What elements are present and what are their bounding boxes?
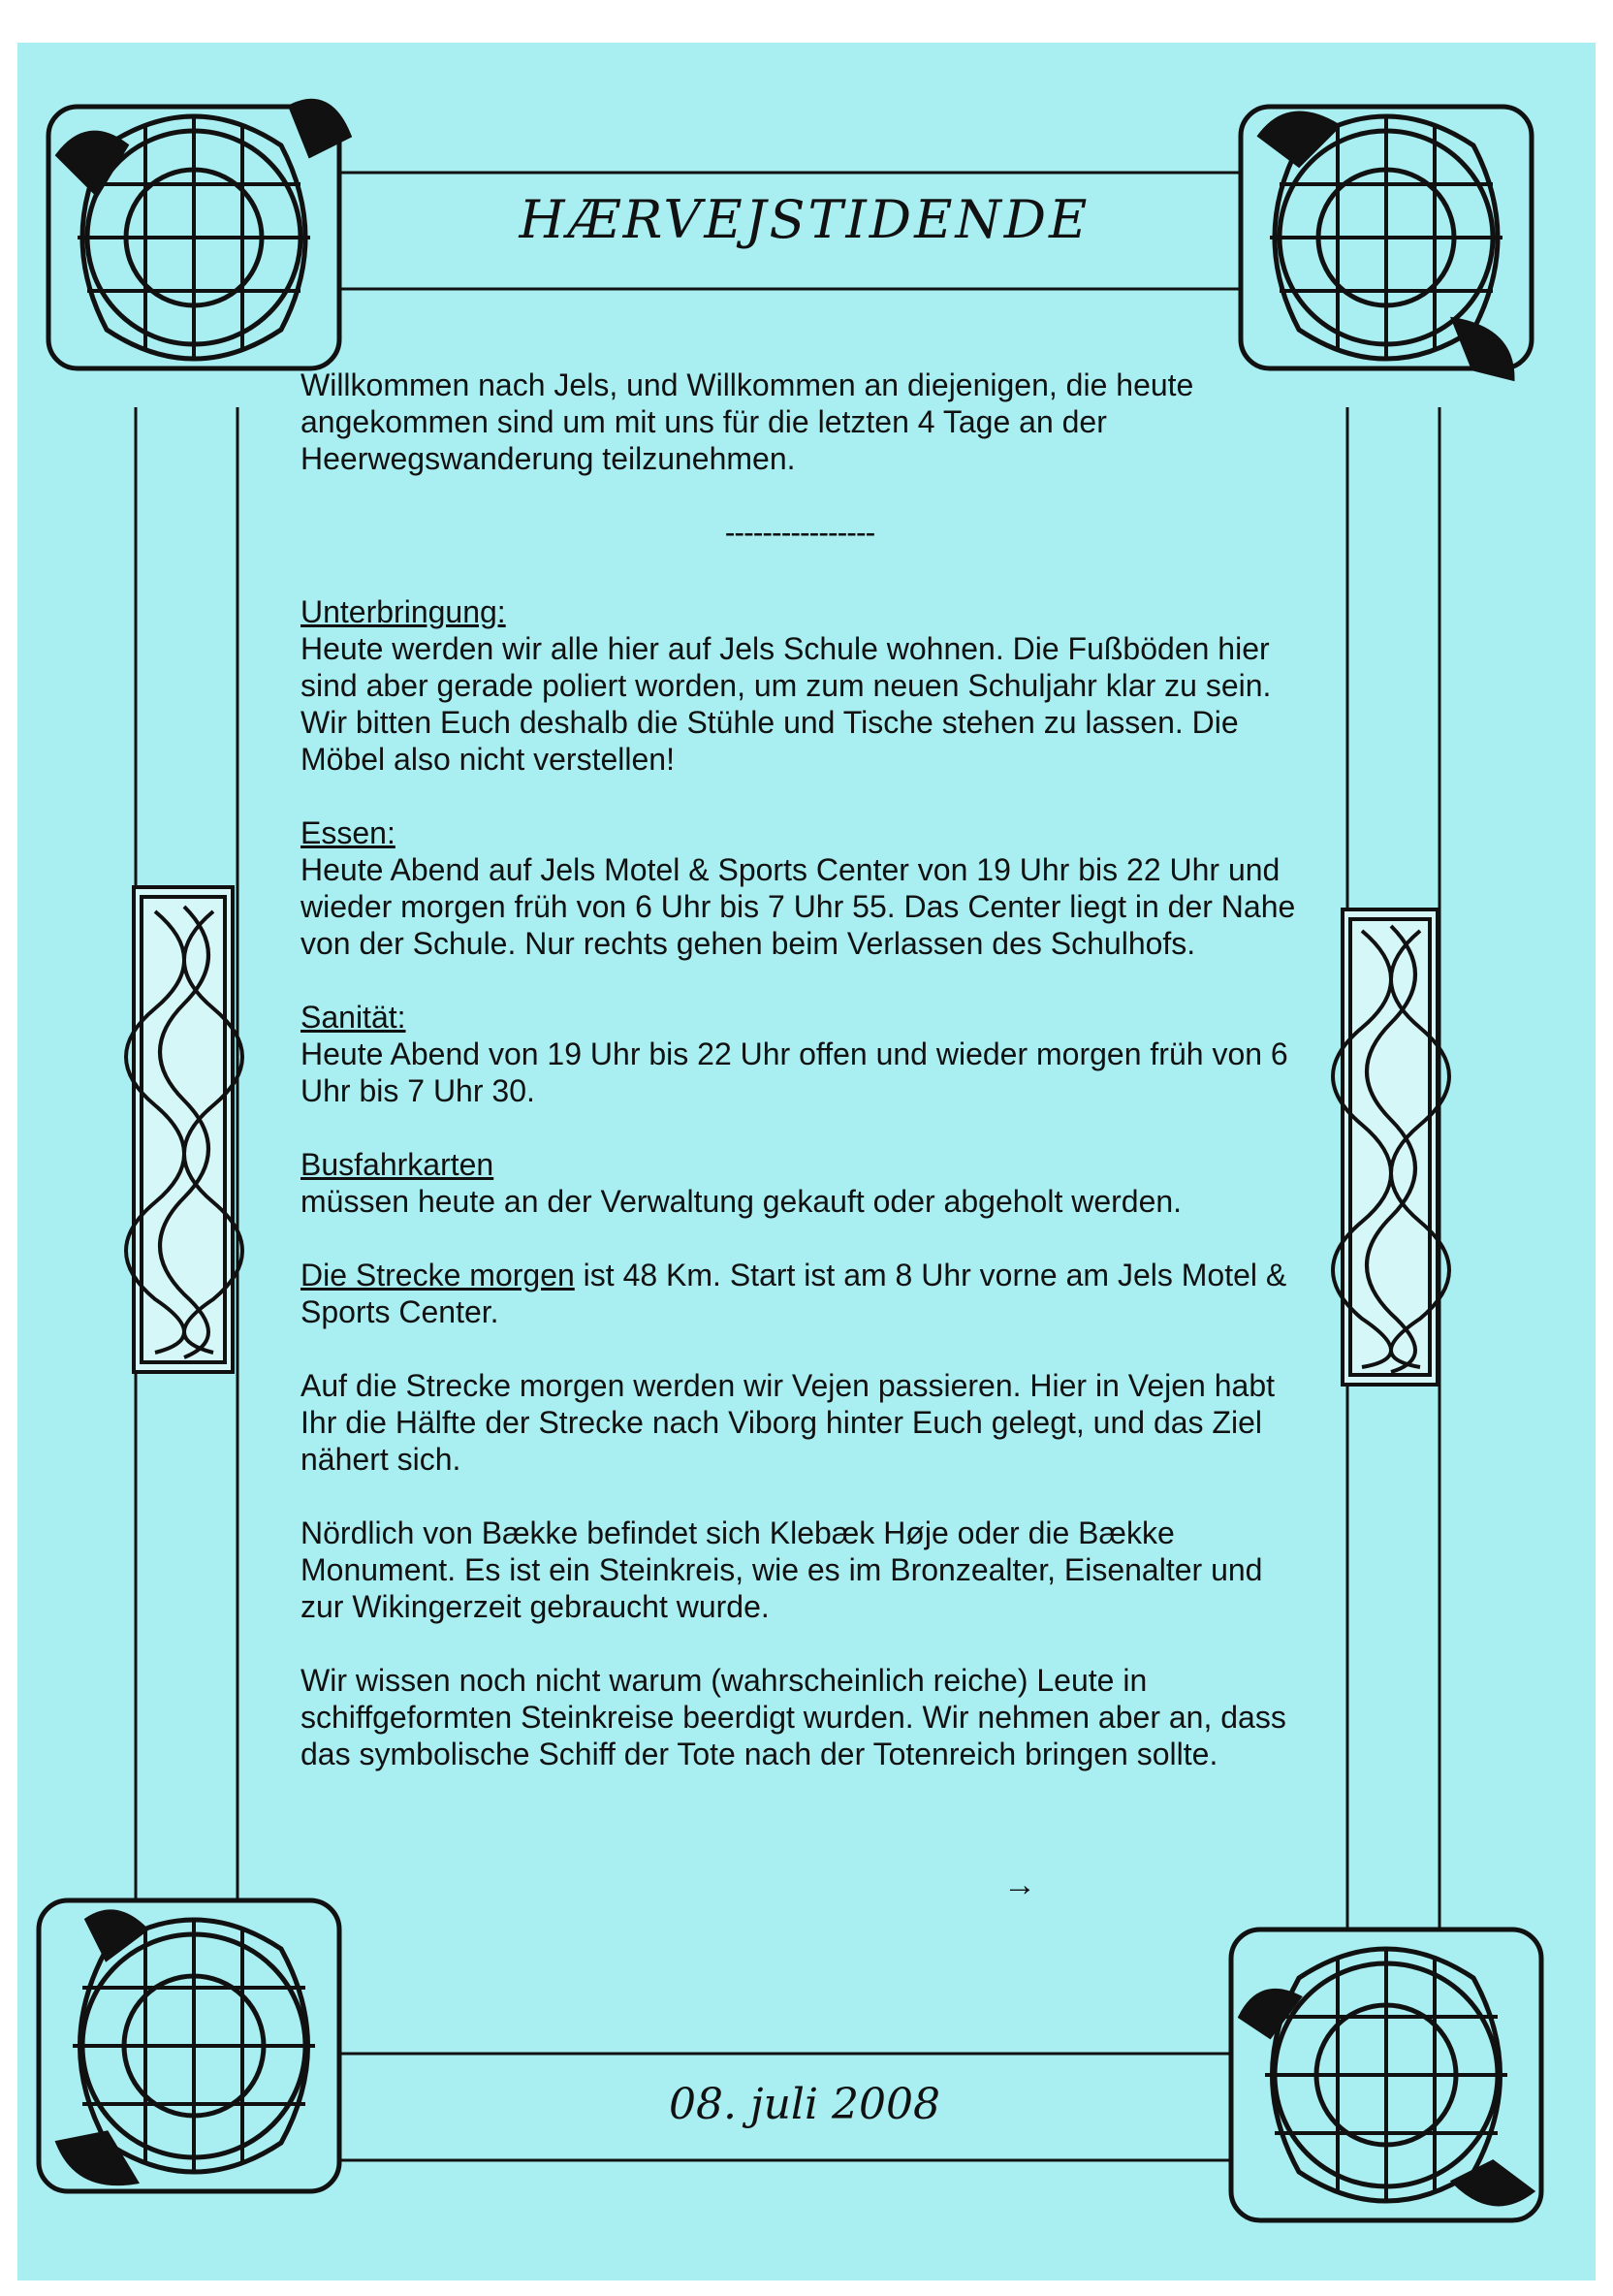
corner-knot-bottom-right [1231,1929,1541,2220]
section-strecke [300,1257,1299,1330]
corner-knot-top-right [1241,107,1532,378]
section-essen [300,814,1299,962]
issue-date: 08. juli 2008 [668,2080,941,2129]
corner-knot-bottom-left [39,1900,339,2191]
section-heading: Die Strecke morgen [300,1258,575,1292]
continue-arrow-icon: → [1003,1866,1036,1903]
section-text: Heute werden wir alle hier auf Jels Schule wohnen. Die Fußböden hier sind aber gerade poliert worden, um zum neuen Schuljahr klar zu sein. Wir bitten Euch deshalb die Stühle und Tische stehen zu lassen. Die Möbel also nicht verstellen! [300,631,1272,777]
section-text: Heute Abend von 19 Uhr bis 22 Uhr offen und wieder morgen früh von 6 Uhr bis 7 Uhr 30. [300,1036,1288,1108]
paragraph-vejen: Auf die Strecke morgen werden wir Vejen passieren. Hier in Vejen habt Ihr die Hälfte der Strecke nach Viborg hinter Euch gelegt, und das Ziel nähert sich. [300,1368,1275,1477]
section-unterbringung [300,593,1299,778]
intro-paragraph: Willkommen nach Jels, und Willkommen an diejenigen, die heute angekommen sind um mit uns für die letzten 4 Tage an der Heerwegswanderung teilzunehmen. [300,367,1194,476]
corner-knot-top-left [48,101,349,368]
section-heading: Unterbringung: [300,594,506,629]
paragraph-schiff: Wir wissen noch nicht warum (wahrscheinlich reiche) Leute in schiffgeformten Steinkreise beerdigt wurden. Wir nehmen aber an, dass das symbolische Schiff der Tote nach der Totenreich bringen sollte. [300,1663,1286,1771]
section-heading: Busfahrkarten [300,1147,494,1182]
paragraph-baekke: Nördlich von Bække befindet sich Klebæk Høje oder die Bække Monument. Es ist ein Steinkreis, wie es im Bronzealter, Eisenalter und zur Wikingerzeit gebraucht wurde. [300,1515,1263,1624]
section-text: müssen heute an der Verwaltung gekauft oder abgeholt werden. [300,1184,1183,1219]
section-text: Heute Abend auf Jels Motel & Sports Center von 19 Uhr bis 22 Uhr und wieder morgen früh von 6 Uhr bis 7 Uhr 55. Das Center liegt in der Nahe von der Schule. Nur rechts gehen beim Verlassen des Schulhofs. [300,852,1296,961]
section-heading: Essen: [300,815,395,850]
interlace-panel-right [1333,909,1449,1385]
section-text: ist 48 Km. Start ist am 8 Uhr vorne am Jels Motel & Sports Center. [300,1258,1287,1329]
separator-line: ---------------- [724,515,875,550]
section-busfahrkarten [300,1146,1299,1220]
newsletter-body [300,367,1299,1809]
section-sanitaet [300,999,1299,1109]
page-title: HÆRVEJSTIDENDE [519,189,1091,250]
interlace-panel-left [126,887,242,1372]
section-heading: Sanität: [300,1000,406,1035]
